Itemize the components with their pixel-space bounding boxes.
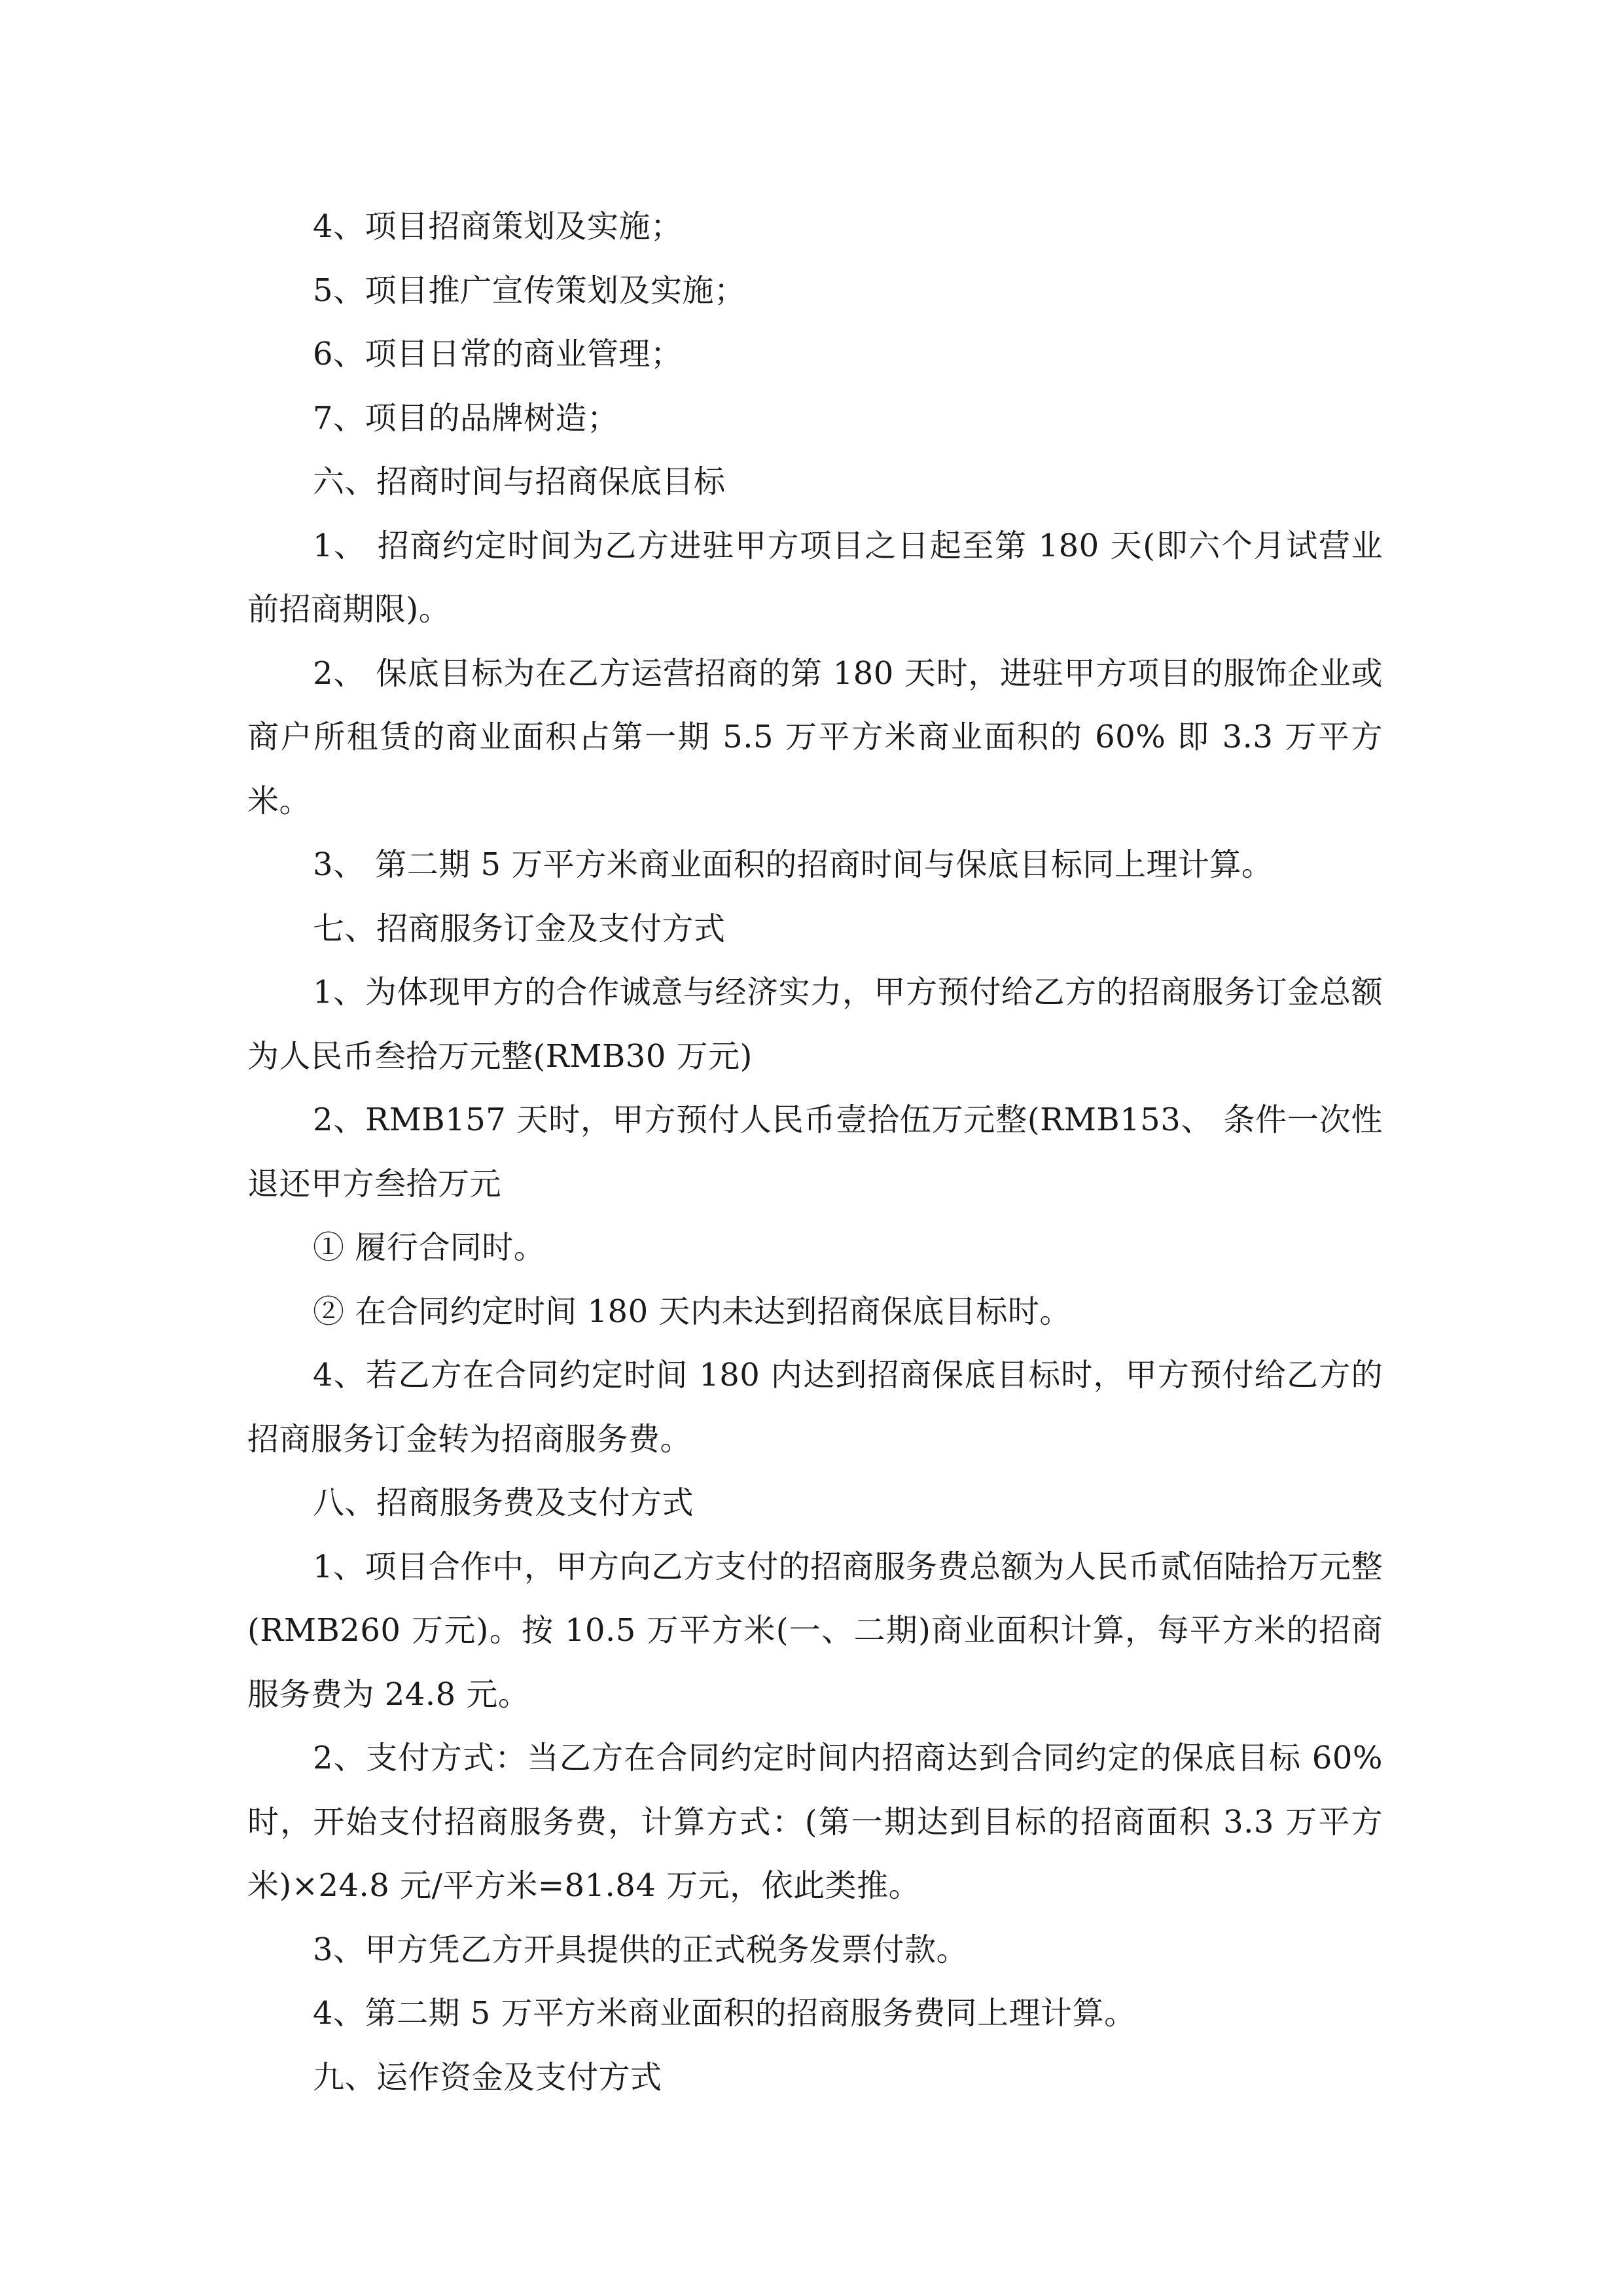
clause-8-2: 2、支付方式：当乙方在合同约定时间内招商达到合同约定的保底目标 60%时，开始支付招商服务费，计算方式：(第一期达到目标的招商面积 3.3 万平方米)×24.8 元/平方米=81.84 万元，依此类推。 bbox=[247, 1740, 1383, 1904]
clause-7-2: 2、RMB157 天时，甲方预付人民币壹拾伍万元整(RMB153、 条件一次性退还甲方叁拾万元 bbox=[247, 1102, 1383, 1202]
clause-7-1: 1、为体现甲方的合作诚意与经济实力，甲方预付给乙方的招商服务订金总额为人民币叁拾万元整(RMB30 万元) bbox=[247, 974, 1383, 1075]
section-heading-9: 九、运作资金及支付方式 bbox=[313, 2058, 662, 2096]
clause-6-2: 2、 保底目标为在乙方运营招商的第 180 天时，进驻甲方项目的服饰企业或商户所租赁的商业面积占第一期 5.5 万平方米商业面积的 60% 即 3.3 万平方米。 bbox=[247, 655, 1383, 819]
list-item-7-brand-building: 7、项目的品牌树造； bbox=[313, 399, 619, 437]
list-item-5-promotion-planning: 5、项目推广宣传策划及实施； bbox=[313, 272, 746, 309]
clause-8-4: 4、第二期 5 万平方米商业面积的招商服务费同上理计算。 bbox=[313, 1995, 1136, 2032]
clause-8-3: 3、甲方凭乙方开具提供的正式税务发票付款。 bbox=[313, 1931, 969, 1968]
condition-item-1: ① 履行合同时。 bbox=[313, 1229, 546, 1266]
condition-item-2: ② 在合同约定时间 180 天内未达到招商保底目标时。 bbox=[313, 1293, 1071, 1330]
section-heading-8: 八、招商服务费及支付方式 bbox=[313, 1484, 694, 1521]
document-body bbox=[247, 195, 1383, 2109]
list-item-4-investment-planning: 4、项目招商策划及实施； bbox=[313, 208, 683, 245]
section-heading-6: 六、招商时间与招商保底目标 bbox=[313, 463, 726, 500]
clause-6-3: 3、 第二期 5 万平方米商业面积的招商时间与保底目标同上理计算。 bbox=[313, 846, 1274, 883]
list-item-6-daily-management: 6、项目日常的商业管理； bbox=[313, 336, 683, 372]
clause-7-4: 4、若乙方在合同约定时间 180 内达到招商保底目标时，甲方预付给乙方的招商服务订金转为招商服务费。 bbox=[247, 1357, 1383, 1458]
section-heading-7: 七、招商服务订金及支付方式 bbox=[313, 910, 726, 947]
clause-8-1: 1、项目合作中，甲方向乙方支付的招商服务费总额为人民币贰佰陆拾万元整(RMB260 万元)。按 10.5 万平方米(一、二期)商业面积计算，每平方米的招商服务费为 24.8 元。 bbox=[247, 1548, 1383, 1713]
clause-6-1: 1、 招商约定时间为乙方进驻甲方项目之日起至第 180 天(即六个月试营业前招商期限)。 bbox=[247, 527, 1383, 628]
